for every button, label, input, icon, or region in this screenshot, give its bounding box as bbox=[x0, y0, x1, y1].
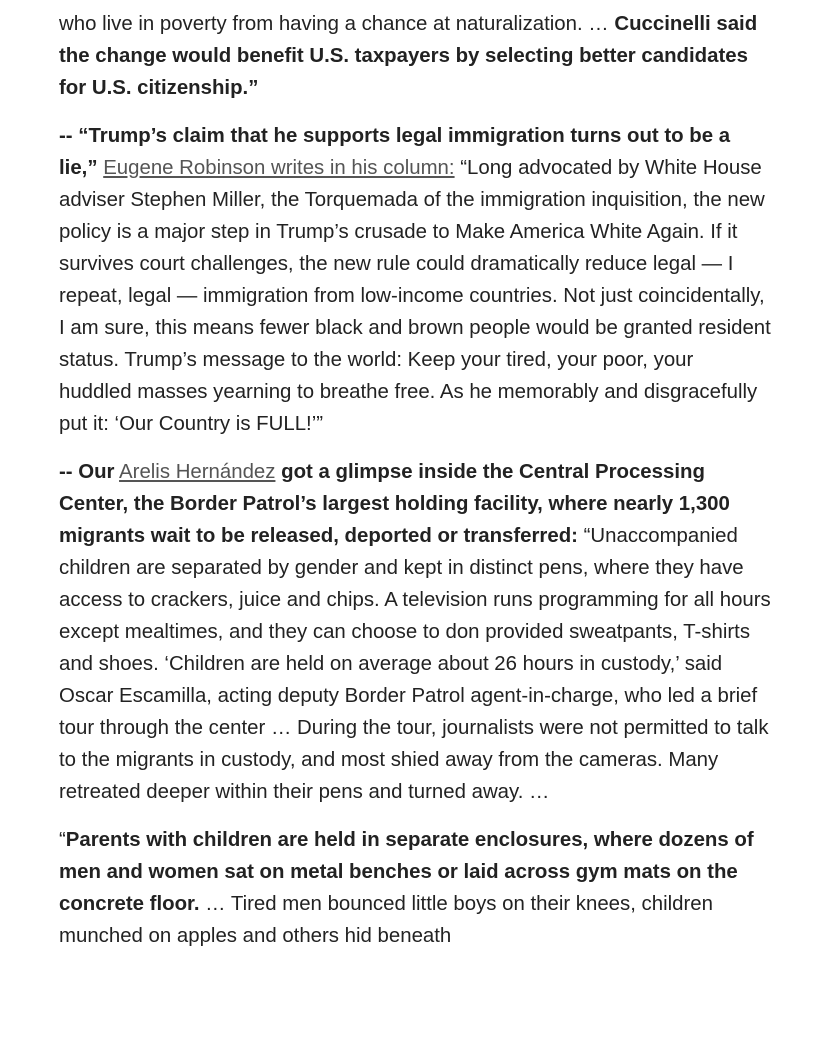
article-body bbox=[59, 8, 771, 968]
paragraph-hernandez bbox=[59, 456, 771, 808]
column-link[interactable]: Eugene Robinson writes in his column: bbox=[103, 157, 455, 179]
paragraph-text: “Long advocated by White House adviser Stephen Miller, the Torquemada of the immigration inquisition, the new policy is a major step in Trump’s crusade to Make America White Again. If it survives court challenges, the new rule could dramatically reduce legal — I repeat, legal — immigration from low-income countries. Not just coincidentally, I am sure, this means fewer black and brown people would be granted resident status. Trump’s message to the world: Keep your tired, your poor, your huddled masses yearning to breathe free. As he memorably and disgracefully put it: ‘Our Country is FULL!’” bbox=[59, 157, 771, 435]
bold-lede: got a glimpse inside the Central Processing Center, the Border Patrol’s largest holding facility, where nearly 1,300 migrants wait to be released, deported or transferred: bbox=[59, 461, 730, 547]
bold-quote: Cuccinelli said the change would benefit U.S. taxpayers by selecting better candidates for U.S. citizenship.” bbox=[59, 13, 758, 99]
bold-quote: Parents with children are held in separate enclosures, where dozens of men and women sat on metal benches or laid across gym mats on the concrete floor. bbox=[59, 829, 754, 915]
bold-lede: -- “Trump’s claim that he supports legal immigration turns out to be a lie,” bbox=[59, 125, 731, 179]
paragraph-parents bbox=[59, 824, 771, 952]
paragraph-text: “Unaccompanied children are separated by gender and kept in distinct pens, where they have access to crackers, juice and chips. A television runs programming for all hours except mealtimes, and they can choose to don provided sweatpants, T-shirts and shoes. ‘Children are held on average about 26 hours in custody,’ said Oscar Escamilla, acting deputy Border Patrol agent-in-charge, who led a brief tour through the center … During the tour, journalists were not permitted to talk to the migrants in custody, and most shied away from the cameras. Many retreated deeper within their pens and turned away. … bbox=[59, 525, 771, 803]
paragraph-robinson bbox=[59, 120, 771, 440]
paragraph-text: who live in poverty from having a chance at naturalization. … bbox=[59, 13, 615, 35]
bold-lede-prefix: -- Our bbox=[59, 461, 115, 483]
author-link[interactable]: Arelis Hernández bbox=[119, 461, 276, 483]
open-quote: “ bbox=[59, 829, 66, 851]
paragraph-text: … Tired men bounced little boys on their knees, children munched on apples and others hid beneath bbox=[59, 893, 713, 947]
paragraph-cuccinelli bbox=[59, 8, 771, 104]
